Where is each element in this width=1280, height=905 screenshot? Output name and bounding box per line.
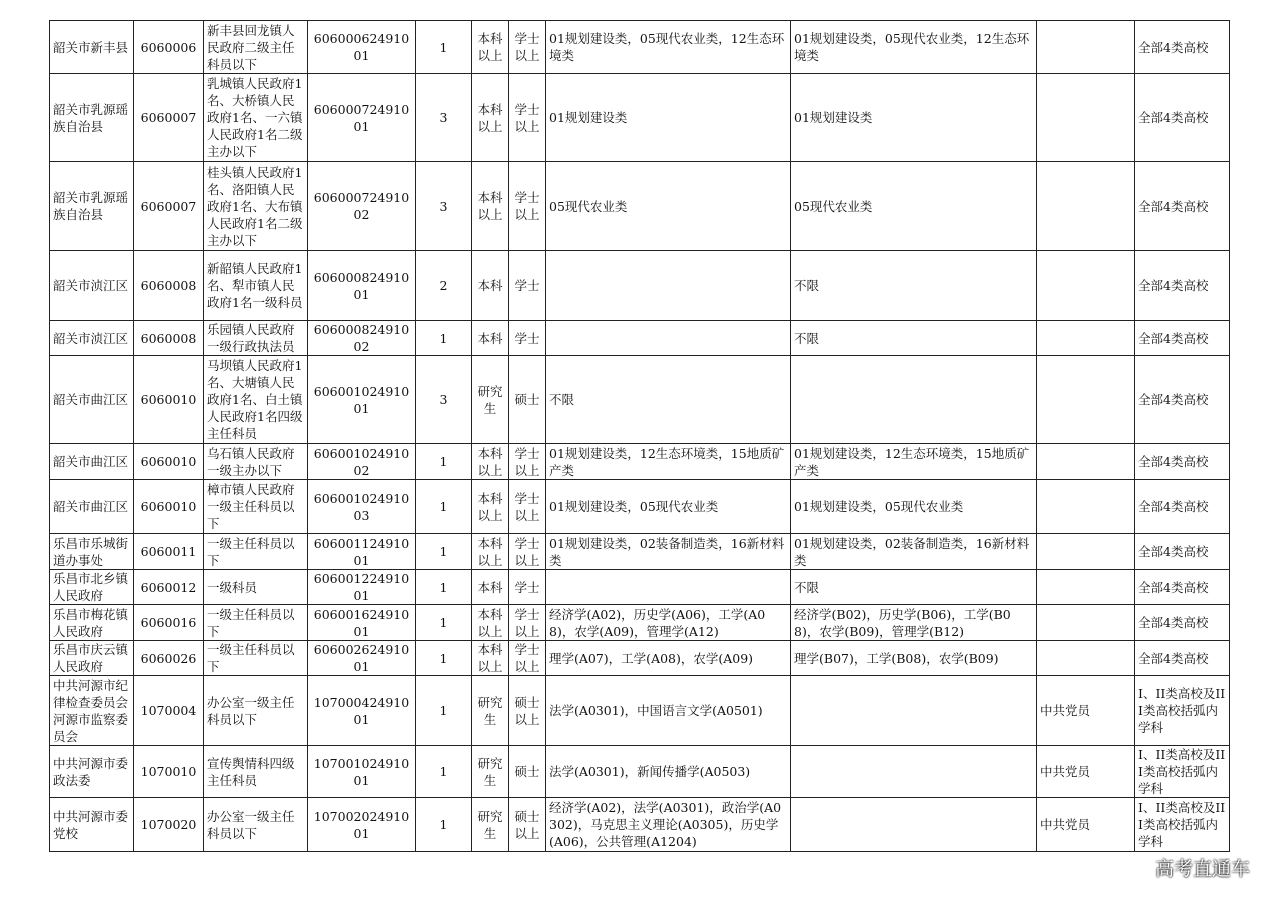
cell-num: 1 [416, 605, 472, 641]
cell-post-code: 10700042491001 [308, 676, 416, 746]
cell-edu: 本科以上 [472, 534, 509, 570]
cell-post: 新韶镇人民政府1名、犁市镇人民政府1名一级科员 [204, 251, 308, 321]
cell-major1: 01规划建设类，02装备制造类，16新材料类 [546, 534, 791, 570]
cell-code: 6060011 [134, 534, 204, 570]
cell-major1: 法学(A0301)，新闻传播学(A0503) [546, 746, 791, 798]
cell-other [1037, 480, 1135, 534]
cell-major2: 理学(B07)，工学(B08)，农学(B09) [791, 641, 1037, 676]
cell-num: 1 [416, 746, 472, 798]
cell-post-code: 60600082491002 [308, 321, 416, 356]
cell-edu: 本科以上 [472, 74, 509, 162]
cell-major2 [791, 798, 1037, 852]
recruitment-table [49, 20, 1230, 852]
cell-other [1037, 444, 1135, 480]
cell-major2: 01规划建设类 [791, 74, 1037, 162]
cell-post: 乌石镇人民政府一级主办以下 [204, 444, 308, 480]
cell-num: 1 [416, 798, 472, 852]
cell-major1: 01规划建设类，05现代农业类 [546, 480, 791, 534]
cell-other [1037, 605, 1135, 641]
cell-other [1037, 21, 1135, 74]
cell-code: 6060007 [134, 74, 204, 162]
cell-major1: 05现代农业类 [546, 162, 791, 251]
cell-other: 中共党员 [1037, 676, 1135, 746]
cell-major1: 法学(A0301)，中国语言文学(A0501) [546, 676, 791, 746]
cell-num: 3 [416, 74, 472, 162]
cell-deg: 学士以上 [509, 444, 546, 480]
cell-edu: 本科 [472, 570, 509, 605]
cell-code: 1070010 [134, 746, 204, 798]
cell-deg: 学士以上 [509, 605, 546, 641]
cell-major1: 经济学(A02)，法学(A0301)，政治学(A0302)，马克思主义理论(A0305)，历史学(A06)，公共管理(A1204) [546, 798, 791, 852]
cell-num: 1 [416, 21, 472, 74]
cell-major2 [791, 746, 1037, 798]
table-row [50, 798, 1230, 852]
cell-code: 6060016 [134, 605, 204, 641]
cell-major1 [546, 251, 791, 321]
cell-major2: 不限 [791, 570, 1037, 605]
cell-area: 中共河源市委党校 [50, 798, 134, 852]
cell-area: 乐昌市梅花镇人民政府 [50, 605, 134, 641]
cell-school: 全部4类高校 [1135, 74, 1230, 162]
table-row [50, 321, 1230, 356]
table-body [50, 21, 1230, 852]
cell-major1: 01规划建设类 [546, 74, 791, 162]
watermark: 高考直通车 [1154, 858, 1250, 880]
table-row [50, 74, 1230, 162]
cell-code: 6060007 [134, 162, 204, 251]
cell-school: 全部4类高校 [1135, 605, 1230, 641]
cell-area: 乐昌市庆云镇人民政府 [50, 641, 134, 676]
cell-post-code: 60600122491001 [308, 570, 416, 605]
cell-edu: 本科 [472, 321, 509, 356]
cell-num: 1 [416, 676, 472, 746]
cell-school: 全部4类高校 [1135, 480, 1230, 534]
cell-area: 韶关市浈江区 [50, 321, 134, 356]
cell-other [1037, 356, 1135, 444]
cell-other [1037, 534, 1135, 570]
cell-school: 全部4类高校 [1135, 570, 1230, 605]
cell-area: 韶关市曲江区 [50, 356, 134, 444]
table-row [50, 570, 1230, 605]
cell-major2: 01规划建设类，12生态环境类，15地质矿产类 [791, 444, 1037, 480]
cell-edu: 本科以上 [472, 21, 509, 74]
cell-post: 一级主任科员以下 [204, 534, 308, 570]
cell-post-code: 10700102491001 [308, 746, 416, 798]
cell-school: 全部4类高校 [1135, 251, 1230, 321]
cell-other: 中共党员 [1037, 798, 1135, 852]
table-row [50, 641, 1230, 676]
cell-deg: 学士 [509, 251, 546, 321]
cell-major2: 01规划建设类，05现代农业类，12生态环境类 [791, 21, 1037, 74]
cell-edu: 研究生 [472, 746, 509, 798]
cell-other [1037, 641, 1135, 676]
cell-area: 韶关市乳源瑶族自治县 [50, 74, 134, 162]
cell-major1: 经济学(A02)，历史学(A06)，工学(A08)，农学(A09)，管理学(A12) [546, 605, 791, 641]
cell-code: 6060026 [134, 641, 204, 676]
cell-code: 6060010 [134, 356, 204, 444]
cell-area: 韶关市乳源瑶族自治县 [50, 162, 134, 251]
cell-area: 乐昌市乐城街道办事处 [50, 534, 134, 570]
table-row [50, 676, 1230, 746]
table-row [50, 444, 1230, 480]
cell-post-code: 60600072491001 [308, 74, 416, 162]
cell-major2: 不限 [791, 321, 1037, 356]
cell-other [1037, 162, 1135, 251]
cell-school: I、II类高校及III类高校括弧内学科 [1135, 676, 1230, 746]
table-row [50, 746, 1230, 798]
cell-edu: 研究生 [472, 356, 509, 444]
cell-major2: 经济学(B02)，历史学(B06)，工学(B08)，农学(B09)，管理学(B12) [791, 605, 1037, 641]
cell-area: 韶关市曲江区 [50, 480, 134, 534]
cell-post: 办公室一级主任科员以下 [204, 798, 308, 852]
cell-post: 一级主任科员以下 [204, 605, 308, 641]
cell-post-code: 60600162491001 [308, 605, 416, 641]
cell-deg: 学士以上 [509, 641, 546, 676]
cell-code: 1070004 [134, 676, 204, 746]
cell-major1 [546, 570, 791, 605]
cell-num: 1 [416, 321, 472, 356]
cell-code: 6060006 [134, 21, 204, 74]
table-row [50, 480, 1230, 534]
cell-deg: 学士 [509, 570, 546, 605]
cell-post: 樟市镇人民政府一级主任科员以下 [204, 480, 308, 534]
cell-school: 全部4类高校 [1135, 641, 1230, 676]
cell-deg: 学士以上 [509, 21, 546, 74]
cell-code: 6060008 [134, 321, 204, 356]
table-row [50, 356, 1230, 444]
cell-school: 全部4类高校 [1135, 534, 1230, 570]
cell-num: 1 [416, 480, 472, 534]
cell-deg: 学士以上 [509, 162, 546, 251]
cell-post-code: 60600112491001 [308, 534, 416, 570]
cell-school: I、II类高校及III类高校括弧内学科 [1135, 746, 1230, 798]
cell-school: 全部4类高校 [1135, 162, 1230, 251]
cell-area: 韶关市浈江区 [50, 251, 134, 321]
cell-area: 韶关市新丰县 [50, 21, 134, 74]
table-row [50, 162, 1230, 251]
cell-deg: 学士以上 [509, 480, 546, 534]
cell-code: 1070020 [134, 798, 204, 852]
cell-school: 全部4类高校 [1135, 321, 1230, 356]
cell-edu: 研究生 [472, 798, 509, 852]
cell-edu: 本科以上 [472, 605, 509, 641]
cell-post-code: 60600262491001 [308, 641, 416, 676]
cell-post-code: 60600072491002 [308, 162, 416, 251]
cell-code: 6060012 [134, 570, 204, 605]
cell-other [1037, 321, 1135, 356]
table-row [50, 251, 1230, 321]
cell-post: 马坝镇人民政府1名、大塘镇人民政府1名、白土镇人民政府1名四级主任科员 [204, 356, 308, 444]
cell-num: 1 [416, 641, 472, 676]
cell-major2 [791, 676, 1037, 746]
cell-post: 一级主任科员以下 [204, 641, 308, 676]
cell-num: 3 [416, 162, 472, 251]
cell-deg: 硕士 [509, 746, 546, 798]
cell-num: 1 [416, 444, 472, 480]
cell-edu: 研究生 [472, 676, 509, 746]
cell-major2: 01规划建设类，02装备制造类，16新材料类 [791, 534, 1037, 570]
cell-post-code: 60600082491001 [308, 251, 416, 321]
cell-major2: 不限 [791, 251, 1037, 321]
cell-other: 中共党员 [1037, 746, 1135, 798]
cell-major2: 05现代农业类 [791, 162, 1037, 251]
cell-major1: 01规划建设类，12生态环境类，15地质矿产类 [546, 444, 791, 480]
cell-other [1037, 570, 1135, 605]
cell-deg: 硕士 [509, 356, 546, 444]
table-row [50, 534, 1230, 570]
table-row [50, 605, 1230, 641]
cell-deg: 学士以上 [509, 74, 546, 162]
cell-edu: 本科以上 [472, 641, 509, 676]
cell-post-code: 60600102491001 [308, 356, 416, 444]
cell-edu: 本科以上 [472, 444, 509, 480]
cell-num: 1 [416, 570, 472, 605]
cell-major2 [791, 356, 1037, 444]
cell-post-code: 10700202491001 [308, 798, 416, 852]
cell-school: 全部4类高校 [1135, 21, 1230, 74]
cell-post: 乐园镇人民政府一级行政执法员 [204, 321, 308, 356]
cell-num: 3 [416, 356, 472, 444]
cell-code: 6060010 [134, 480, 204, 534]
cell-edu: 本科以上 [472, 480, 509, 534]
table-row [50, 21, 1230, 74]
cell-deg: 学士 [509, 321, 546, 356]
cell-school: I、II类高校及III类高校括弧内学科 [1135, 798, 1230, 852]
cell-deg: 硕士以上 [509, 798, 546, 852]
cell-other [1037, 74, 1135, 162]
cell-other [1037, 251, 1135, 321]
cell-edu: 本科 [472, 251, 509, 321]
cell-num: 2 [416, 251, 472, 321]
cell-deg: 硕士以上 [509, 676, 546, 746]
cell-code: 6060008 [134, 251, 204, 321]
cell-post-code: 60600062491001 [308, 21, 416, 74]
cell-deg: 学士以上 [509, 534, 546, 570]
cell-major1: 理学(A07)，工学(A08)，农学(A09) [546, 641, 791, 676]
cell-post-code: 60600102491003 [308, 480, 416, 534]
cell-num: 1 [416, 534, 472, 570]
cell-major1: 不限 [546, 356, 791, 444]
cell-major2: 01规划建设类，05现代农业类 [791, 480, 1037, 534]
cell-major1 [546, 321, 791, 356]
cell-area: 乐昌市北乡镇人民政府 [50, 570, 134, 605]
cell-post: 乳城镇人民政府1名、大桥镇人民政府1名、一六镇人民政府1名二级主办以下 [204, 74, 308, 162]
cell-code: 6060010 [134, 444, 204, 480]
cell-post: 宣传舆情科四级主任科员 [204, 746, 308, 798]
cell-post: 桂头镇人民政府1名、洛阳镇人民政府1名、大布镇人民政府1名二级主办以下 [204, 162, 308, 251]
cell-major1: 01规划建设类，05现代农业类，12生态环境类 [546, 21, 791, 74]
cell-post: 一级科员 [204, 570, 308, 605]
cell-area: 中共河源市纪律检查委员会河源市监察委员会 [50, 676, 134, 746]
cell-school: 全部4类高校 [1135, 444, 1230, 480]
cell-school: 全部4类高校 [1135, 356, 1230, 444]
cell-post: 办公室一级主任科员以下 [204, 676, 308, 746]
cell-post-code: 60600102491002 [308, 444, 416, 480]
cell-post: 新丰县回龙镇人民政府二级主任科员以下 [204, 21, 308, 74]
cell-area: 中共河源市委政法委 [50, 746, 134, 798]
cell-edu: 本科以上 [472, 162, 509, 251]
cell-area: 韶关市曲江区 [50, 444, 134, 480]
